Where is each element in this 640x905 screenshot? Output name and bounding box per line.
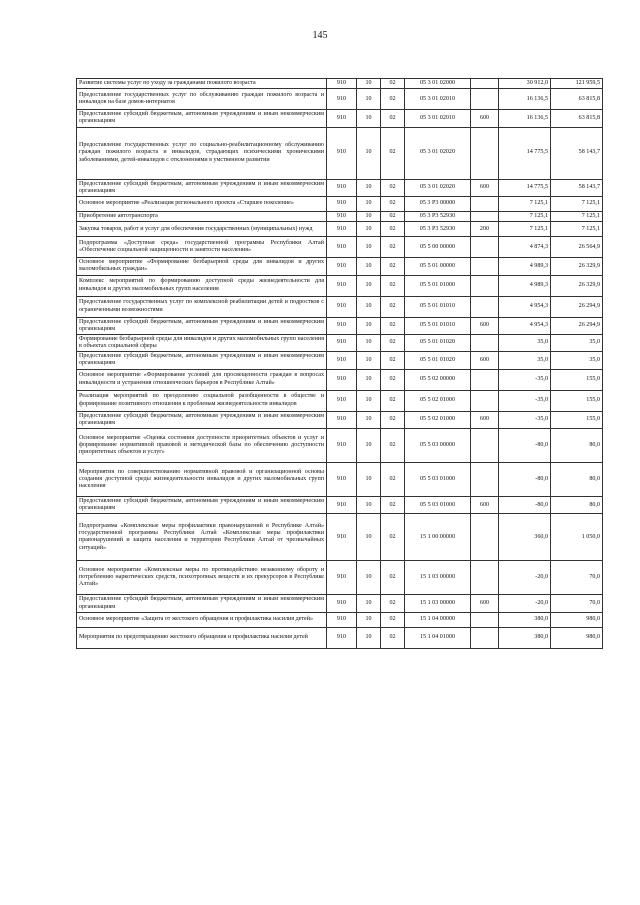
- table-row: [77, 352, 603, 369]
- row-name: Предоставление государственных услуг по комплексной реабилитации детей и подростков с ограниченными возможностями: [77, 296, 327, 317]
- budget-table: [76, 78, 603, 649]
- row-subsection-code: 02: [381, 296, 405, 317]
- row-amount-1: 35,0: [499, 352, 551, 369]
- row-ministry-code: 910: [327, 275, 357, 296]
- row-expense-type-code: [471, 390, 499, 411]
- row-name: Предоставление субсидий бюджетным, автономным учреждениям и иным некоммерческим организациям: [77, 595, 327, 612]
- row-amount-2: 980,0: [551, 627, 603, 648]
- row-expense-type-code: [471, 89, 499, 110]
- row-expense-type-code: [471, 514, 499, 561]
- table-row: [77, 222, 603, 237]
- row-section-code: 10: [357, 110, 381, 127]
- row-amount-2: 35,0: [551, 352, 603, 369]
- row-name: Основное мероприятие «Оценка состояния доступности приоритетных объектов и услуг и формирование нормативной правовой и методической базы по обеспечению доступности приоритетных объектов и услуг»: [77, 429, 327, 463]
- row-subsection-code: 02: [381, 352, 405, 369]
- row-amount-1: -35,0: [499, 411, 551, 428]
- row-target-code: 05 5 03 01000: [405, 463, 471, 497]
- row-name: Основное мероприятие «Защита от жестокого обращения и профилактика насилия детей»: [77, 612, 327, 627]
- row-amount-1: -80,0: [499, 429, 551, 463]
- row-ministry-code: 910: [327, 595, 357, 612]
- row-amount-2: 63 815,8: [551, 110, 603, 127]
- row-ministry-code: 910: [327, 110, 357, 127]
- page-number: 145: [312, 30, 328, 41]
- row-amount-1: 380,0: [499, 612, 551, 627]
- row-ministry-code: 910: [327, 196, 357, 211]
- row-amount-2: 63 815,8: [551, 89, 603, 110]
- row-subsection-code: 02: [381, 595, 405, 612]
- row-amount-2: 58 143,7: [551, 127, 603, 179]
- row-target-code: 15 1 04 00000: [405, 612, 471, 627]
- row-amount-2: 980,0: [551, 612, 603, 627]
- row-target-code: 05 5 02 00000: [405, 369, 471, 390]
- row-name: Приобретение автотранспорта: [77, 211, 327, 221]
- row-subsection-code: 02: [381, 334, 405, 351]
- row-amount-2: 26 564,9: [551, 237, 603, 258]
- row-ministry-code: 910: [327, 352, 357, 369]
- row-subsection-code: 02: [381, 237, 405, 258]
- table-row: [77, 296, 603, 317]
- row-expense-type-code: [471, 79, 499, 89]
- row-subsection-code: 02: [381, 127, 405, 179]
- row-amount-1: -80,0: [499, 463, 551, 497]
- row-target-code: 05 3 01 02010: [405, 110, 471, 127]
- row-ministry-code: 910: [327, 211, 357, 221]
- row-name: Предоставление субсидий бюджетным, автономным учреждениям и иным некоммерческим организациям: [77, 411, 327, 428]
- row-name: Основное мероприятие «Реализация регионального проекта «Старшее поколение»: [77, 196, 327, 211]
- row-section-code: 10: [357, 222, 381, 237]
- row-target-code: 05 5 02 01000: [405, 390, 471, 411]
- row-expense-type-code: [471, 296, 499, 317]
- row-expense-type-code: 600: [471, 352, 499, 369]
- row-amount-1: -80,0: [499, 497, 551, 514]
- row-amount-1: 30 912,0: [499, 79, 551, 89]
- row-name: Предоставление субсидий бюджетным, автономным учреждениям и иным некоммерческим организациям: [77, 179, 327, 196]
- row-ministry-code: 910: [327, 463, 357, 497]
- row-expense-type-code: [471, 369, 499, 390]
- row-ministry-code: 910: [327, 179, 357, 196]
- table-row: [77, 595, 603, 612]
- table-row: [77, 369, 603, 390]
- row-target-code: 05 5 03 00000: [405, 429, 471, 463]
- row-subsection-code: 02: [381, 211, 405, 221]
- row-section-code: 10: [357, 258, 381, 275]
- row-amount-1: 7 125,1: [499, 196, 551, 211]
- row-amount-1: -35,0: [499, 369, 551, 390]
- row-amount-1: 4 989,3: [499, 258, 551, 275]
- row-section-code: 10: [357, 89, 381, 110]
- table-row: [77, 317, 603, 334]
- row-target-code: 05 3 01 02000: [405, 79, 471, 89]
- row-section-code: 10: [357, 237, 381, 258]
- row-amount-2: 26 329,9: [551, 275, 603, 296]
- row-subsection-code: 02: [381, 317, 405, 334]
- row-amount-2: 70,0: [551, 595, 603, 612]
- row-amount-2: 58 143,7: [551, 179, 603, 196]
- row-subsection-code: 02: [381, 514, 405, 561]
- row-target-code: 15 1 00 00000: [405, 514, 471, 561]
- row-ministry-code: 910: [327, 411, 357, 428]
- row-amount-1: 14 775,5: [499, 127, 551, 179]
- row-ministry-code: 910: [327, 127, 357, 179]
- row-ministry-code: 910: [327, 237, 357, 258]
- table-row: [77, 89, 603, 110]
- row-name: Предоставление субсидий бюджетным, автономным учреждениям и иным некоммерческим организациям: [77, 317, 327, 334]
- row-subsection-code: 02: [381, 179, 405, 196]
- row-subsection-code: 02: [381, 561, 405, 595]
- row-subsection-code: 02: [381, 110, 405, 127]
- row-amount-1: 7 125,1: [499, 211, 551, 221]
- row-section-code: 10: [357, 317, 381, 334]
- row-expense-type-code: 600: [471, 317, 499, 334]
- row-name: Мероприятия по предотвращению жестокого обращения и профилактика насилия детей: [77, 627, 327, 648]
- row-name: Формирование безбарьерной среды для инвалидов и других маломобильных групп населения в объектах социальной сферы: [77, 334, 327, 351]
- row-amount-2: 35,0: [551, 334, 603, 351]
- row-expense-type-code: 600: [471, 497, 499, 514]
- table-row: [77, 179, 603, 196]
- row-amount-1: -20,0: [499, 561, 551, 595]
- row-name: Предоставление государственных услуг по обслуживанию граждан пожилого возраста и инвалидов на базе домов-интернатов: [77, 89, 327, 110]
- row-ministry-code: 910: [327, 429, 357, 463]
- row-subsection-code: 02: [381, 497, 405, 514]
- row-amount-2: 26 294,9: [551, 317, 603, 334]
- row-amount-2: 155,0: [551, 411, 603, 428]
- row-section-code: 10: [357, 627, 381, 648]
- row-ministry-code: 910: [327, 317, 357, 334]
- row-ministry-code: 910: [327, 296, 357, 317]
- row-ministry-code: 910: [327, 497, 357, 514]
- row-ministry-code: 910: [327, 514, 357, 561]
- table-row: [77, 334, 603, 351]
- row-target-code: 15 1 03 00000: [405, 595, 471, 612]
- row-target-code: 05 5 02 01000: [405, 411, 471, 428]
- row-amount-2: 7 125,1: [551, 222, 603, 237]
- table-row: [77, 411, 603, 428]
- row-name: Мероприятия по совершенствованию нормативной правовой и организационной основы создания доступной среды жизнедеятельности инвалидов и других маломобильных групп населения: [77, 463, 327, 497]
- row-target-code: 05 3 P3 52930: [405, 222, 471, 237]
- row-section-code: 10: [357, 211, 381, 221]
- row-amount-2: 70,0: [551, 561, 603, 595]
- table-row: [77, 463, 603, 497]
- row-subsection-code: 02: [381, 196, 405, 211]
- row-amount-2: 155,0: [551, 369, 603, 390]
- row-amount-2: 80,0: [551, 429, 603, 463]
- row-target-code: 05 5 00 00000: [405, 237, 471, 258]
- row-section-code: 10: [357, 79, 381, 89]
- table-row: [77, 561, 603, 595]
- row-section-code: 10: [357, 561, 381, 595]
- row-amount-1: 4 989,3: [499, 275, 551, 296]
- row-target-code: 05 3 P3 52930: [405, 211, 471, 221]
- row-section-code: 10: [357, 179, 381, 196]
- row-subsection-code: 02: [381, 390, 405, 411]
- row-target-code: 05 3 P3 00000: [405, 196, 471, 211]
- row-name: Предоставление субсидий бюджетным, автономным учреждениям и иным некоммерческим организациям: [77, 110, 327, 127]
- row-name: Основное мероприятие «Формирование условий для просвещенности граждан в вопросах инвалидности и устранения отношенческих барьеров в Республике Алтай»: [77, 369, 327, 390]
- row-expense-type-code: [471, 275, 499, 296]
- row-ministry-code: 910: [327, 334, 357, 351]
- row-amount-1: -35,0: [499, 390, 551, 411]
- row-subsection-code: 02: [381, 411, 405, 428]
- row-section-code: 10: [357, 514, 381, 561]
- row-amount-2: 80,0: [551, 463, 603, 497]
- row-name: Реализация мероприятий по преодолению социальной разобщенности в обществе и формирование позитивного отношения к проблемам жизнедеятельности инвалидов: [77, 390, 327, 411]
- table-row: [77, 612, 603, 627]
- row-name: Развитие системы услуг по уходу за гражданами пожилого возраста: [77, 79, 327, 89]
- row-ministry-code: 910: [327, 222, 357, 237]
- row-amount-1: 360,0: [499, 514, 551, 561]
- row-target-code: 05 5 01 01020: [405, 334, 471, 351]
- row-subsection-code: 02: [381, 612, 405, 627]
- table-row: [77, 237, 603, 258]
- row-subsection-code: 02: [381, 258, 405, 275]
- row-target-code: 15 1 03 00000: [405, 561, 471, 595]
- table-row: [77, 258, 603, 275]
- row-name: Предоставление субсидий бюджетным, автономным учреждениям и иным некоммерческим организациям: [77, 497, 327, 514]
- row-amount-2: 1 050,0: [551, 514, 603, 561]
- row-name: Основное мероприятие «Комплексные меры по противодействию незаконному обороту и потреблению наркотических средств, психотропных веществ и их прекурсоров в Республике Алтай»: [77, 561, 327, 595]
- row-expense-type-code: [471, 237, 499, 258]
- row-section-code: 10: [357, 296, 381, 317]
- table-row: [77, 79, 603, 89]
- row-section-code: 10: [357, 334, 381, 351]
- row-name: Закупка товаров, работ и услуг для обеспечения государственных (муниципальных) нужд: [77, 222, 327, 237]
- row-ministry-code: 910: [327, 258, 357, 275]
- row-ministry-code: 910: [327, 627, 357, 648]
- row-amount-1: 16 136,5: [499, 89, 551, 110]
- row-ministry-code: 910: [327, 612, 357, 627]
- row-amount-2: 7 125,1: [551, 196, 603, 211]
- row-target-code: 05 5 01 01010: [405, 296, 471, 317]
- row-ministry-code: 910: [327, 561, 357, 595]
- row-amount-1: 7 125,1: [499, 222, 551, 237]
- table-row: [77, 627, 603, 648]
- row-name: Предоставление субсидий бюджетным, автономным учреждениям и иным некоммерческим организациям: [77, 352, 327, 369]
- row-target-code: 05 5 01 01010: [405, 317, 471, 334]
- table-row: [77, 196, 603, 211]
- row-expense-type-code: 200: [471, 222, 499, 237]
- row-section-code: 10: [357, 429, 381, 463]
- table-row: [77, 127, 603, 179]
- row-expense-type-code: [471, 258, 499, 275]
- row-section-code: 10: [357, 463, 381, 497]
- row-expense-type-code: [471, 211, 499, 221]
- row-name: Комплекс мероприятий по формированию доступной среды жизнедеятельности для инвалидов и других маломобильных групп населения: [77, 275, 327, 296]
- table-row: [77, 429, 603, 463]
- row-expense-type-code: 600: [471, 595, 499, 612]
- row-section-code: 10: [357, 390, 381, 411]
- row-amount-1: 4 954,3: [499, 317, 551, 334]
- row-ministry-code: 910: [327, 390, 357, 411]
- row-expense-type-code: 600: [471, 411, 499, 428]
- row-section-code: 10: [357, 595, 381, 612]
- row-expense-type-code: [471, 127, 499, 179]
- row-target-code: 05 3 01 02010: [405, 89, 471, 110]
- row-ministry-code: 910: [327, 369, 357, 390]
- row-amount-2: 80,0: [551, 497, 603, 514]
- row-expense-type-code: 600: [471, 179, 499, 196]
- row-expense-type-code: [471, 561, 499, 595]
- row-amount-2: 155,0: [551, 390, 603, 411]
- row-section-code: 10: [357, 196, 381, 211]
- row-amount-2: 26 294,9: [551, 296, 603, 317]
- row-amount-2: 7 125,1: [551, 211, 603, 221]
- row-section-code: 10: [357, 411, 381, 428]
- row-amount-1: 380,0: [499, 627, 551, 648]
- row-expense-type-code: [471, 627, 499, 648]
- row-target-code: 05 3 01 02020: [405, 127, 471, 179]
- row-amount-1: 4 954,3: [499, 296, 551, 317]
- row-ministry-code: 910: [327, 79, 357, 89]
- row-amount-2: 26 329,9: [551, 258, 603, 275]
- row-section-code: 10: [357, 352, 381, 369]
- row-target-code: 15 1 04 01000: [405, 627, 471, 648]
- row-amount-1: 14 775,5: [499, 179, 551, 196]
- row-target-code: 05 5 03 01000: [405, 497, 471, 514]
- row-subsection-code: 02: [381, 222, 405, 237]
- table-row: [77, 211, 603, 221]
- row-amount-1: 35,0: [499, 334, 551, 351]
- row-section-code: 10: [357, 612, 381, 627]
- table-row: [77, 275, 603, 296]
- table-row: [77, 514, 603, 561]
- row-expense-type-code: [471, 429, 499, 463]
- row-subsection-code: 02: [381, 275, 405, 296]
- row-amount-1: 4 874,3: [499, 237, 551, 258]
- row-expense-type-code: [471, 196, 499, 211]
- table-row: [77, 110, 603, 127]
- row-target-code: 05 5 01 00000: [405, 258, 471, 275]
- row-expense-type-code: 600: [471, 110, 499, 127]
- row-section-code: 10: [357, 369, 381, 390]
- row-name: Подпрограмма «Доступная среда» государственной программы Республики Алтай «Обеспечение социальной защищенности и занятости населения»: [77, 237, 327, 258]
- row-ministry-code: 910: [327, 89, 357, 110]
- row-subsection-code: 02: [381, 627, 405, 648]
- row-expense-type-code: [471, 334, 499, 351]
- row-subsection-code: 02: [381, 429, 405, 463]
- table-row: [77, 497, 603, 514]
- table-row: [77, 390, 603, 411]
- row-subsection-code: 02: [381, 463, 405, 497]
- row-subsection-code: 02: [381, 89, 405, 110]
- row-subsection-code: 02: [381, 79, 405, 89]
- row-name: Предоставление государственных услуг по социально-реабилитационному обслуживанию граждан пожилого возраста и инвалидов, страдающих психическими хроническими заболеваниями, детей-инвалидов с отклонениями в умственном развитии: [77, 127, 327, 179]
- row-name: Основное мероприятие «Формирование безбарьерной среды для инвалидов и других маломобильных граждан»: [77, 258, 327, 275]
- budget-table-body: [77, 79, 603, 649]
- row-expense-type-code: [471, 463, 499, 497]
- row-target-code: 05 5 01 01000: [405, 275, 471, 296]
- row-section-code: 10: [357, 275, 381, 296]
- row-expense-type-code: [471, 612, 499, 627]
- row-section-code: 10: [357, 127, 381, 179]
- row-target-code: 05 3 01 02020: [405, 179, 471, 196]
- row-subsection-code: 02: [381, 369, 405, 390]
- row-amount-2: 121 959,5: [551, 79, 603, 89]
- row-amount-1: -20,0: [499, 595, 551, 612]
- row-amount-1: 16 136,5: [499, 110, 551, 127]
- row-section-code: 10: [357, 497, 381, 514]
- row-target-code: 05 5 01 01020: [405, 352, 471, 369]
- row-name: Подпрограмма «Комплексные меры профилактики правонарушений в Республике Алтай» государственной программы Республики Алтай «Комплексные меры профилактики правонарушений и защита населения и территории Республики Алтай от чрезвычайных ситуаций»: [77, 514, 327, 561]
